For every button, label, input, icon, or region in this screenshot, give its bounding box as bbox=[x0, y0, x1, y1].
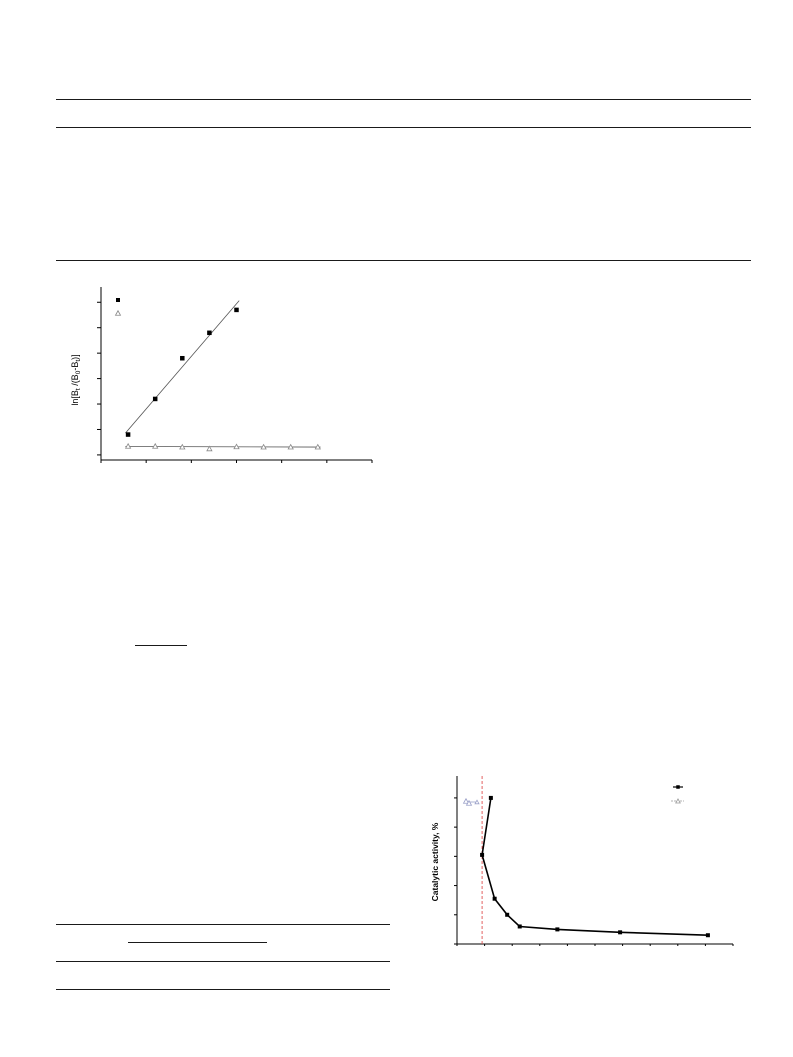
chart2-data-point bbox=[489, 796, 493, 800]
chart2-legend-marker-triangle bbox=[676, 799, 681, 803]
chart2-data-point bbox=[518, 924, 522, 928]
table2-bottom-rule bbox=[56, 989, 390, 990]
chart2-legend-marker-square bbox=[676, 785, 680, 789]
chart2-data-point bbox=[505, 913, 509, 917]
table2-top-rule bbox=[56, 924, 390, 925]
chart2-data-point bbox=[493, 897, 497, 901]
table2-header-rule bbox=[56, 961, 390, 962]
chart2-data-point bbox=[480, 853, 484, 857]
chart2-data-point bbox=[706, 933, 710, 937]
chart2-y-axis-label: Catalytic activity, % bbox=[430, 822, 440, 902]
chart2-curve bbox=[482, 798, 708, 935]
table2-subheader-rule bbox=[128, 942, 267, 943]
chart2-data-point bbox=[618, 930, 622, 934]
chart1-y-axis-label: $\ln[B_t$ $/(B_0-B_t)$] bbox=[70, 354, 82, 406]
chart2-inset-marker-triangle bbox=[475, 800, 479, 804]
chart2-data-point bbox=[555, 927, 559, 931]
